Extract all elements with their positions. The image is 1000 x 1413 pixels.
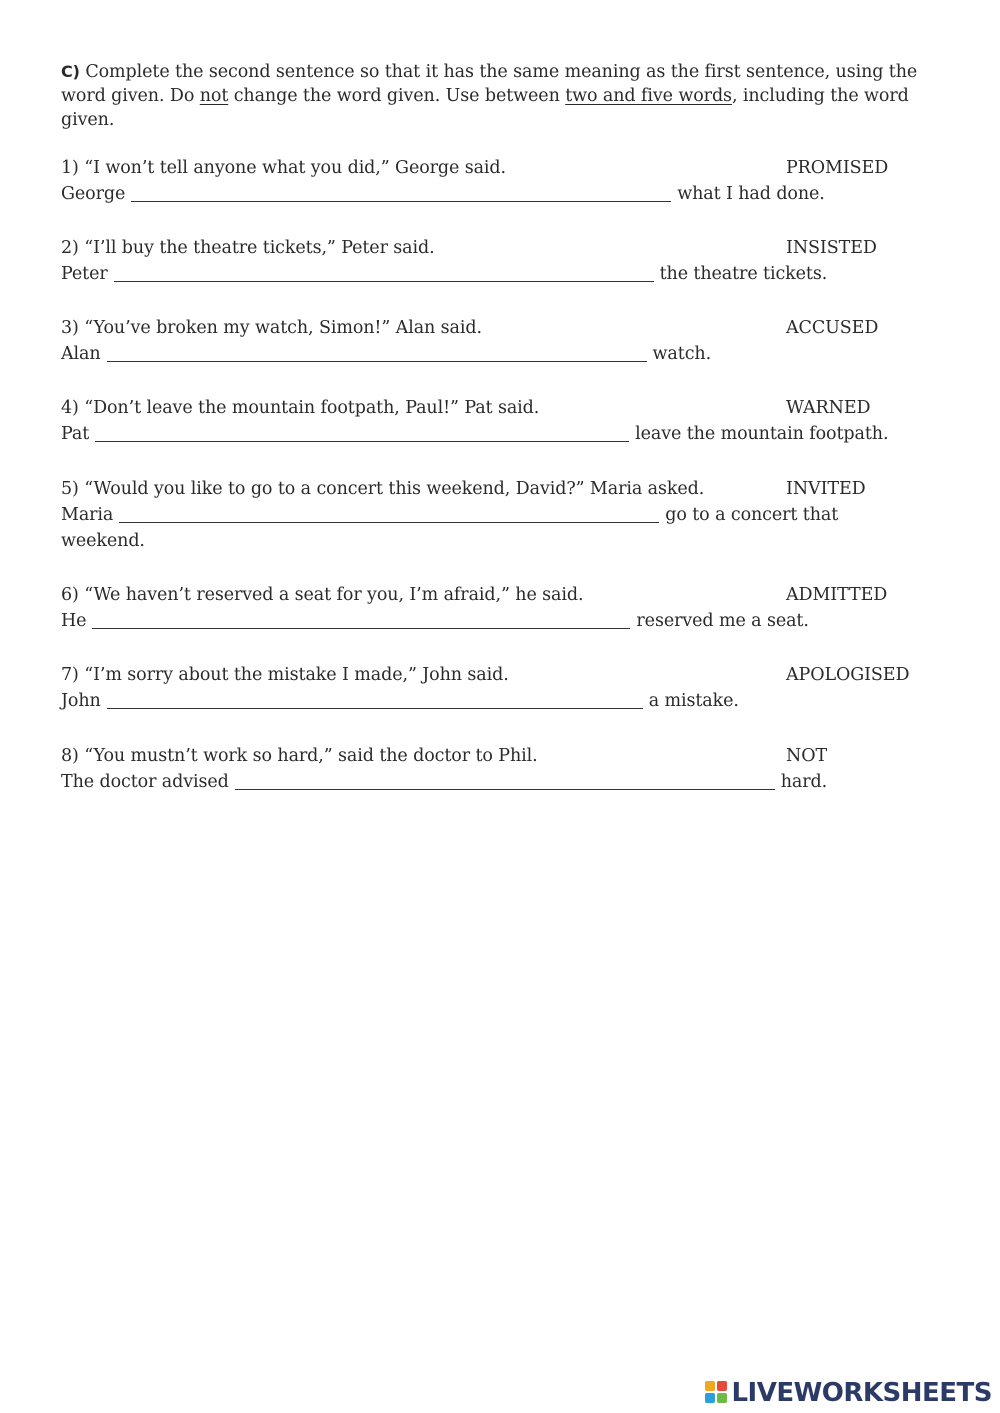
original-sentence: 1) “I won’t tell anyone what you did,” George said. (61, 158, 506, 178)
instructions (61, 60, 921, 132)
answer-tail: hard. (780, 772, 828, 792)
answer-blank[interactable] (95, 423, 629, 442)
exercise-item-1 (61, 155, 941, 207)
answer-tail: leave the mountain footpath. (635, 424, 889, 444)
answer-tail: the theatre tickets. (659, 264, 828, 284)
original-sentence: 3) “You’ve broken my watch, Simon!” Alan said. (61, 318, 482, 338)
exercise-item-6 (61, 582, 941, 634)
answer-subject: He (61, 611, 87, 631)
exercise-item-5 (61, 476, 941, 554)
key-word: NOT (786, 746, 828, 766)
answer-tail: go to a concert that weekend. (61, 505, 839, 551)
logo-mark-icon (705, 1381, 729, 1405)
answer-subject: Peter (61, 264, 108, 284)
liveworksheets-logo (705, 1379, 992, 1407)
answer-blank[interactable] (107, 690, 643, 709)
exercise-item-8 (61, 743, 941, 795)
original-sentence: 2) “I’ll buy the theatre tickets,” Peter said. (61, 238, 435, 258)
key-word: ADMITTED (786, 585, 888, 605)
instructions-range: two and five words (565, 86, 732, 106)
answer-subject: Maria (61, 505, 114, 525)
answer-tail: watch. (652, 344, 712, 364)
answer-blank[interactable] (235, 771, 775, 790)
answer-subject: Pat (61, 424, 90, 444)
instructions-text-2: change the word given. Use between (228, 86, 566, 106)
answer-subject: George (61, 184, 126, 204)
original-sentence: 7) “I’m sorry about the mistake I made,” John said. (61, 665, 509, 685)
original-sentence: 6) “We haven’t reserved a seat for you, I’m afraid,” he said. (61, 585, 584, 605)
instructions-text-3: , including the word given. (61, 86, 909, 130)
key-word: PROMISED (786, 158, 889, 178)
answer-tail: what I had done. (677, 184, 825, 204)
exercise-item-4 (61, 395, 941, 447)
answer-blank[interactable] (131, 183, 671, 202)
answer-tail: a mistake. (648, 691, 739, 711)
answer-blank[interactable] (92, 610, 630, 629)
key-word: ACCUSED (786, 318, 879, 338)
answer-blank[interactable] (119, 504, 659, 523)
logo-text: LIVEWORKSHEETS (731, 1378, 992, 1408)
key-word: INVITED (786, 479, 866, 499)
exercise-item-3 (61, 315, 941, 367)
original-sentence: 8) “You mustn’t work so hard,” said the doctor to Phil. (61, 746, 538, 766)
answer-subject: John (61, 691, 101, 711)
original-sentence: 5) “Would you like to go to a concert this weekend, David?” Maria asked. (61, 479, 705, 499)
exercise-item-2 (61, 235, 941, 287)
answer-subject: Alan (61, 344, 101, 364)
original-sentence: 4) “Don’t leave the mountain footpath, Paul!” Pat said. (61, 398, 540, 418)
key-word: INSISTED (786, 238, 877, 258)
key-word: APOLOGISED (786, 665, 910, 685)
answer-blank[interactable] (107, 343, 647, 362)
instructions-text-1: Complete the second sentence so that it has the same meaning as the first sentence, using the word given. Do (61, 62, 918, 106)
exercise-item-7 (61, 662, 941, 714)
answer-blank[interactable] (114, 263, 654, 282)
section-letter: C) (61, 62, 80, 81)
answer-tail: reserved me a seat. (636, 611, 809, 631)
answer-subject: The doctor advised (61, 772, 229, 792)
instructions-not: not (199, 86, 229, 106)
key-word: WARNED (786, 398, 871, 418)
